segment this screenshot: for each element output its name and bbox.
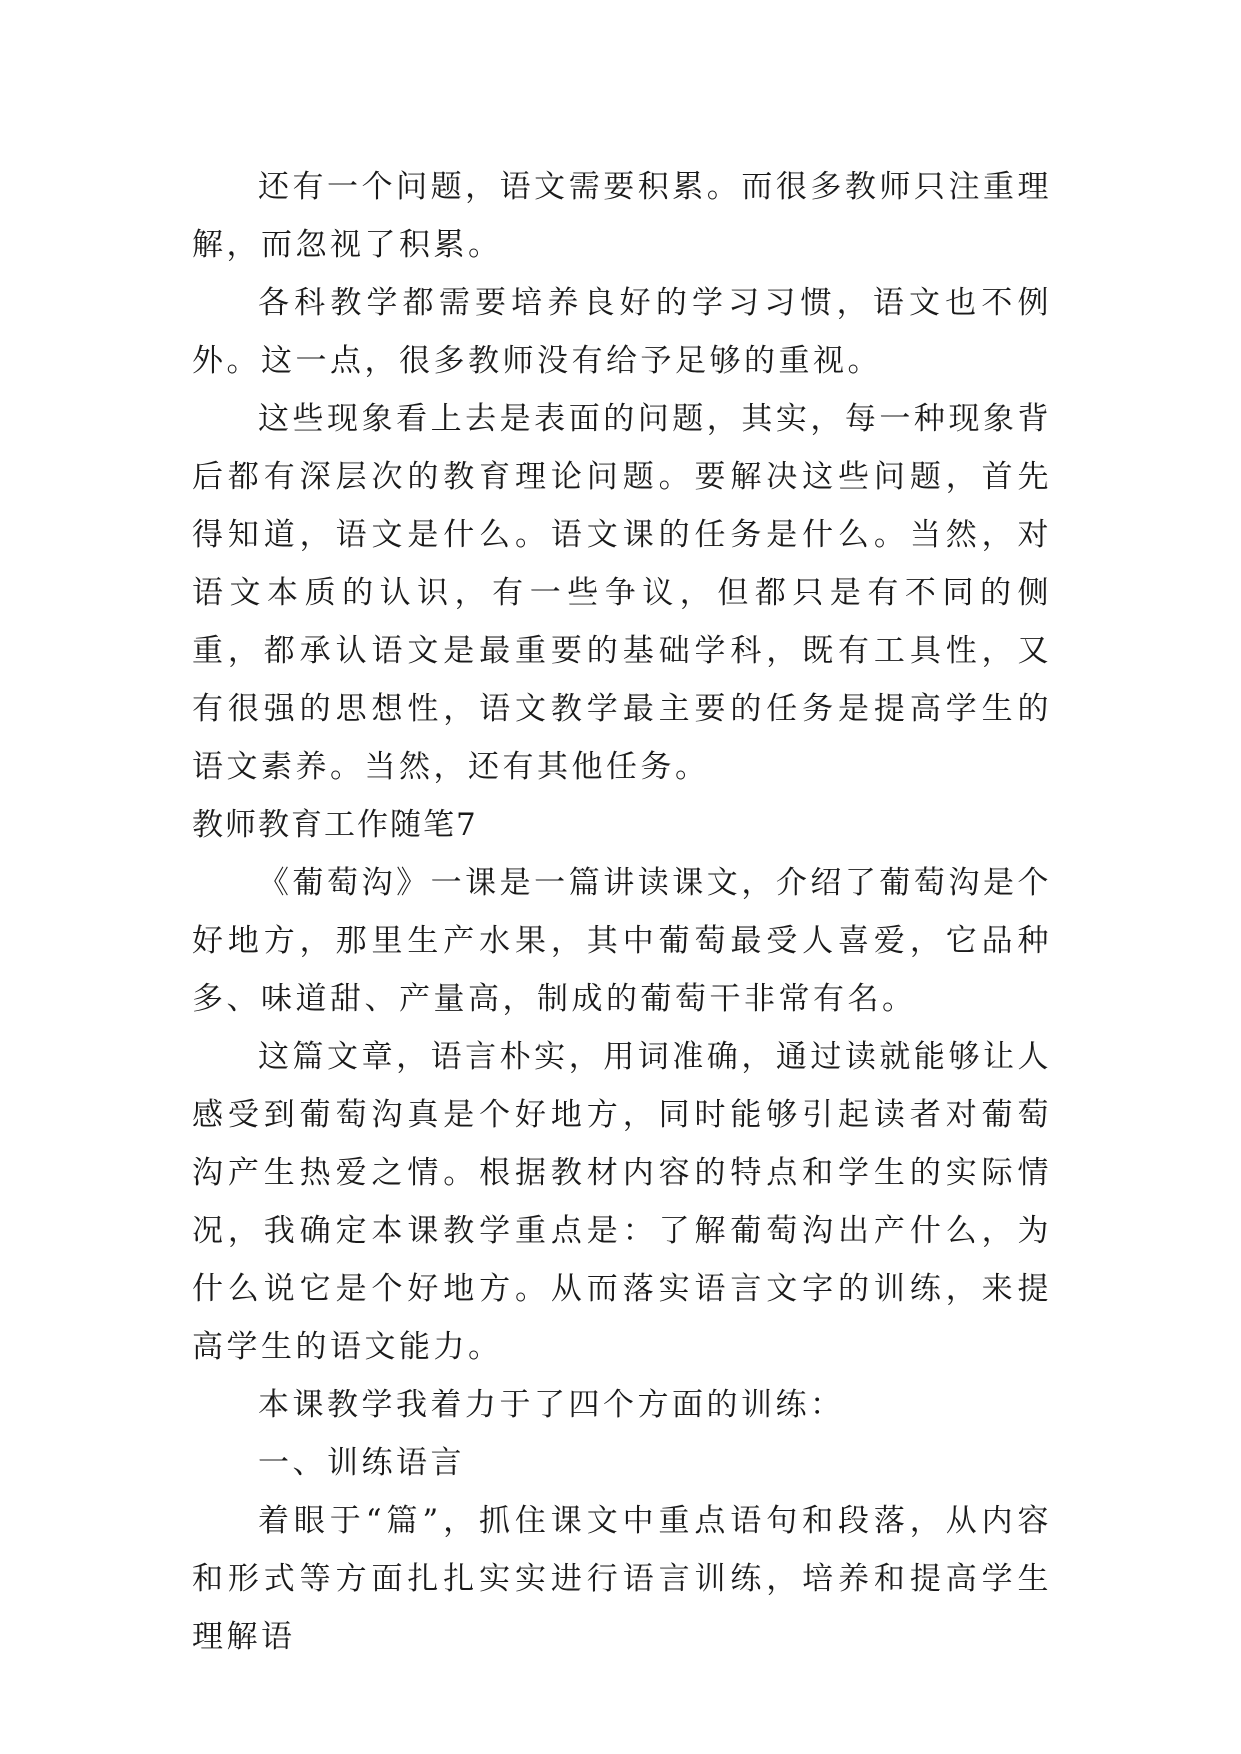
document-body (192, 158, 1052, 1666)
section-heading: 教师教育工作随笔7 (192, 807, 478, 843)
paragraph-accumulation: 还有一个问题，语文需要积累。而很多教师只注重理解，而忽视了积累。 (192, 169, 1052, 263)
paragraph-teaching-focus: 这篇文章，语言朴实，用词准确，通过读就能够让人感受到葡萄沟真是个好地方，同时能够引起读者对葡萄沟产生热爱之情。根据教材内容的特点和学生的实际情况，我确定本课教学重点是：了解葡萄沟出产什么，为什么说它是个好地方。从而落实语言文字的训练，来提高学生的语文能力。 (192, 1039, 1052, 1365)
paragraph-four-trainings: 本课教学我着力于了四个方面的训练： (258, 1387, 845, 1423)
subheading-language-training: 一、训练语言 (258, 1445, 465, 1481)
paragraph-chinese-nature: 这些现象看上去是表面的问题，其实，每一种现象背后都有深层次的教育理论问题。要解决这些问题，首先得知道，语文是什么。语文课的任务是什么。当然，对语文本质的认识，有一些争议，但都只是有不同的侧重，都承认语文是最重要的基础学科，既有工具性，又有很强的思想性，语文教学最主要的任务是提高学生的语文素养。当然，还有其他任务。 (192, 401, 1052, 785)
paragraph-study-habits: 各科教学都需要培养良好的学习习惯，语文也不例外。这一点，很多教师没有给予足够的重视。 (192, 285, 1052, 379)
paragraph-grape-valley-intro: 《葡萄沟》一课是一篇讲读课文，介绍了葡萄沟是个好地方，那里生产水果，其中葡萄最受人喜爱，它品种多、味道甜、产量高，制成的葡萄干非常有名。 (192, 865, 1052, 1017)
paragraph-language-training: 着眼于“篇”，抓住课文中重点语句和段落，从内容和形式等方面扎扎实实进行语言训练，培养和提高学生理解语 (192, 1503, 1052, 1655)
